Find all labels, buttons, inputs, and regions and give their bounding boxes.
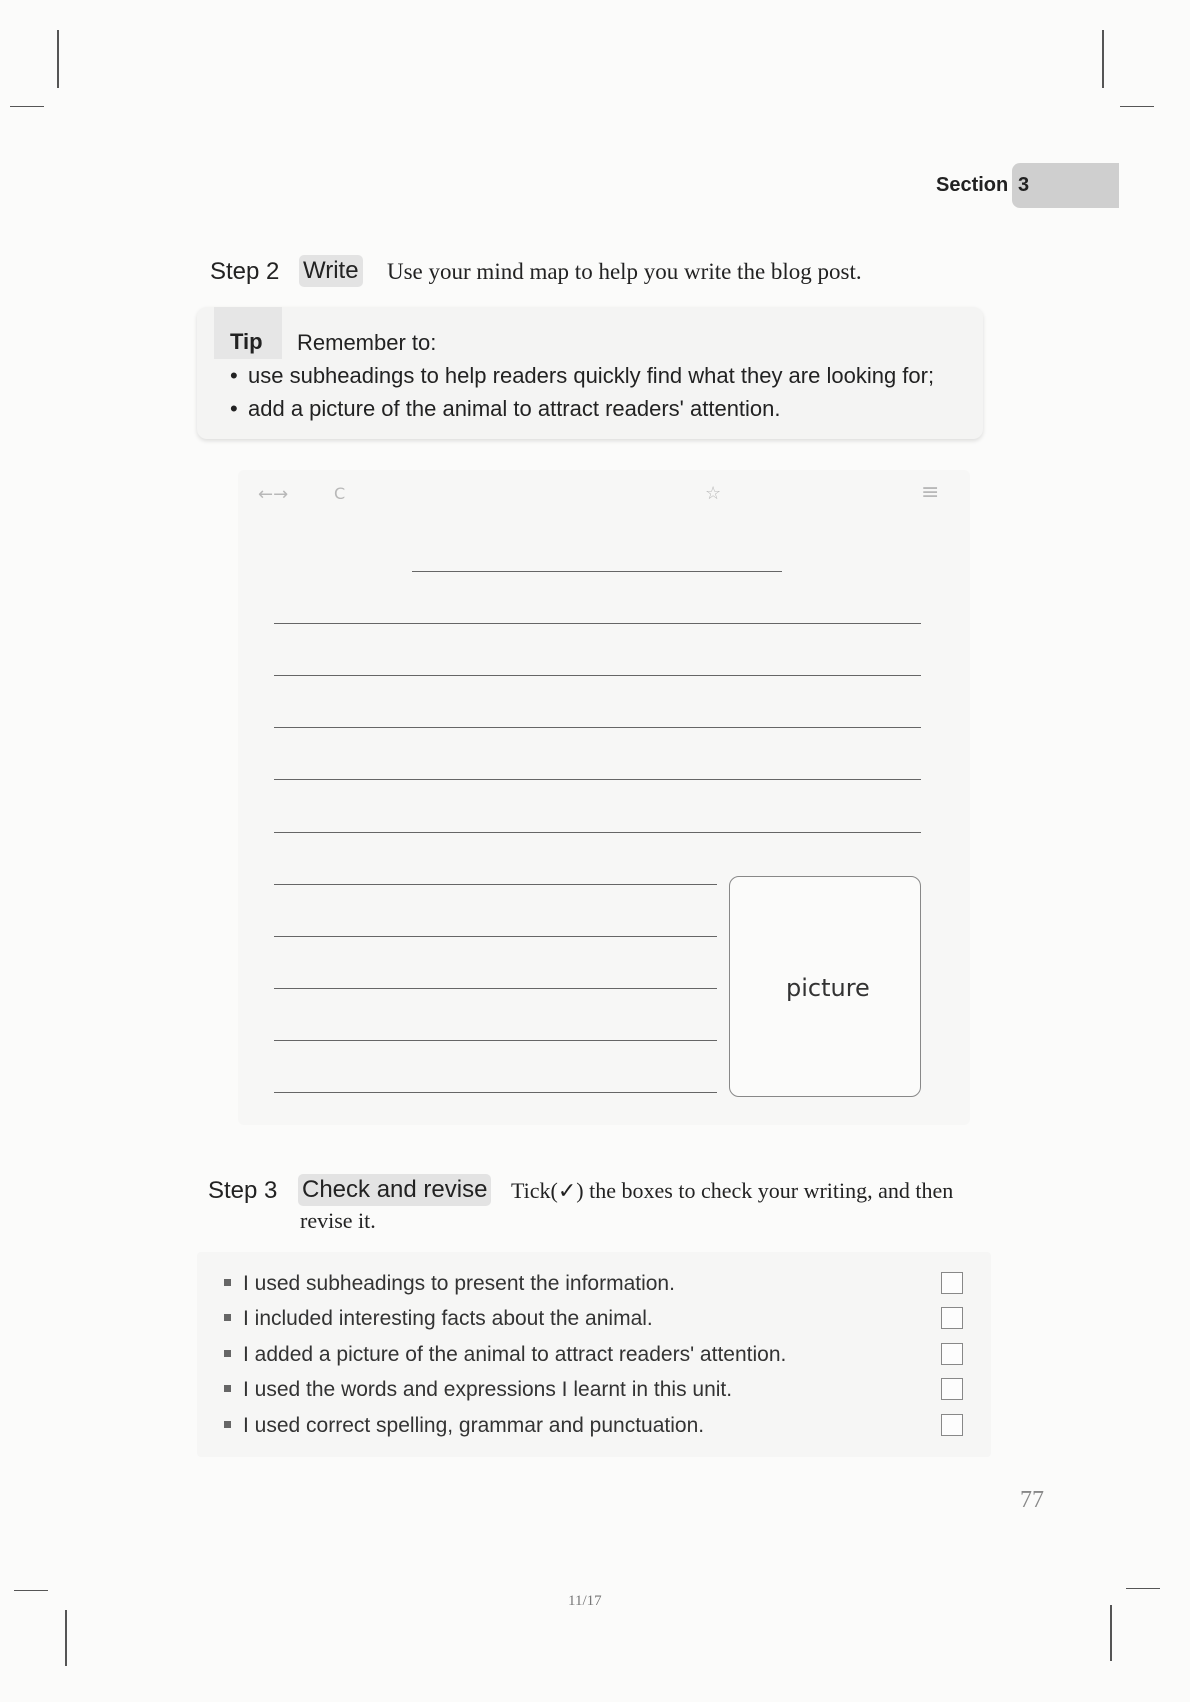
square-bullet-icon	[224, 1279, 231, 1286]
step3-instruction-line1: Tick(✓) the boxes to check your writing, and then	[511, 1178, 954, 1203]
tip-item	[230, 363, 934, 389]
page-number: 77	[1020, 1487, 1044, 1513]
checklist-item-text: I used correct spelling, grammar and punctuation.	[243, 1414, 705, 1437]
step2-instruction: Use your mind map to help you write the blog post.	[387, 259, 862, 284]
step3-instruction-line2: revise it.	[300, 1208, 376, 1233]
writing-line[interactable]	[274, 884, 717, 885]
crop-mark-bottom-right-v	[1110, 1605, 1112, 1661]
checklist-item	[224, 1307, 653, 1331]
step2-label: Step 2	[210, 258, 280, 285]
title-line[interactable]	[412, 571, 782, 572]
checklist-item	[224, 1343, 786, 1367]
crop-mark-bottom-right-h	[1126, 1588, 1160, 1589]
checklist-item	[224, 1272, 675, 1296]
crop-mark-bottom-left-h	[14, 1590, 48, 1591]
checklist-checkbox[interactable]	[941, 1343, 963, 1365]
pdf-page-indicator: 11/17	[568, 1593, 602, 1609]
writing-line[interactable]	[274, 779, 921, 780]
crop-mark-top-left-h	[10, 106, 44, 107]
picture-label: picture	[786, 974, 870, 1002]
writing-line[interactable]	[274, 675, 921, 676]
crop-mark-top-right-h	[1120, 106, 1154, 107]
writing-line[interactable]	[274, 988, 717, 989]
refresh-icon: C	[334, 484, 346, 503]
menu-icon: ≡	[921, 480, 940, 505]
step3-label: Step 3	[208, 1177, 278, 1204]
writing-line[interactable]	[274, 727, 921, 728]
crop-mark-top-right-v	[1102, 30, 1104, 88]
checklist-item-text: I used subheadings to present the information.	[243, 1272, 675, 1295]
square-bullet-icon	[224, 1385, 231, 1392]
tip-item	[230, 396, 781, 422]
checklist-item	[224, 1378, 732, 1402]
step3-tag: Check and revise	[298, 1174, 491, 1206]
checklist-checkbox[interactable]	[941, 1378, 963, 1400]
tip-item-text: use subheadings to help readers quickly find what they are looking for;	[248, 363, 935, 388]
tip-item-text: add a picture of the animal to attract readers' attention.	[248, 396, 781, 421]
tip-bullet: •	[230, 396, 238, 421]
writing-line[interactable]	[274, 936, 717, 937]
checklist-item-text: I used the words and expressions I learnt in this unit.	[243, 1378, 733, 1401]
checklist-item-text: I included interesting facts about the animal.	[243, 1307, 653, 1330]
tip-bullet: •	[230, 363, 238, 388]
writing-line[interactable]	[274, 1040, 717, 1041]
checklist-checkbox[interactable]	[941, 1307, 963, 1329]
crop-mark-top-left-v	[57, 30, 59, 88]
step2-tag: Write	[299, 255, 363, 287]
writing-line[interactable]	[274, 623, 921, 624]
tip-label: Tip	[230, 329, 263, 354]
crop-mark-bottom-left-v	[65, 1610, 67, 1666]
tip-intro: Remember to:	[297, 330, 437, 355]
back-forward-arrows-icon: ←→	[258, 484, 289, 505]
checklist-item	[224, 1414, 704, 1438]
square-bullet-icon	[224, 1421, 231, 1428]
square-bullet-icon	[224, 1350, 231, 1357]
checklist-checkbox[interactable]	[941, 1414, 963, 1436]
writing-line[interactable]	[274, 1092, 717, 1093]
writing-line[interactable]	[274, 832, 921, 833]
square-bullet-icon	[224, 1314, 231, 1321]
section-number: 3	[1018, 174, 1030, 196]
checklist-checkbox[interactable]	[941, 1272, 963, 1294]
section-label: Section	[936, 174, 1009, 196]
star-icon: ☆	[705, 483, 722, 504]
checklist-item-text: I added a picture of the animal to attract readers' attention.	[243, 1343, 787, 1366]
